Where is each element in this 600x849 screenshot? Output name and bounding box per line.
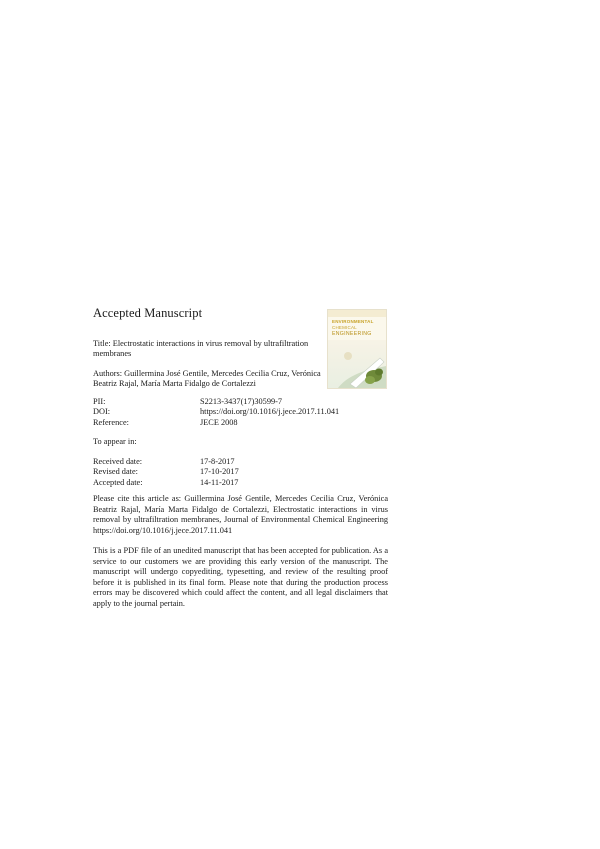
received-date-label: Received date: xyxy=(93,457,143,466)
pii-value: S2213-3437(17)30599-7 xyxy=(200,397,283,406)
reference-value: JECE 2008 xyxy=(200,417,238,427)
accepted-date-label: Accepted date: xyxy=(93,477,143,487)
pii-label: PII: xyxy=(93,397,106,406)
cover-title-line-1: ENVIRONMENTAL xyxy=(332,319,374,324)
received-date-value: 17-8-2017 xyxy=(200,457,235,466)
cover-title-line-2: CHEMICAL xyxy=(332,325,357,330)
reference-label: Reference: xyxy=(93,417,129,427)
cover-top-band xyxy=(328,310,386,317)
revised-date-label: Revised date: xyxy=(93,467,138,477)
revised-date-value: 17-10-2017 xyxy=(200,467,239,477)
cover-title-line-3: ENGINEERING xyxy=(332,331,372,337)
doi-label: DOI: xyxy=(93,407,111,417)
doi-link[interactable]: https://doi.org/10.1016/j.jece.2017.11.041 xyxy=(200,407,340,417)
cover-artwork xyxy=(328,340,386,388)
to-appear-label: To appear in: xyxy=(93,437,137,446)
page-heading: Accepted Manuscript xyxy=(93,306,203,320)
journal-cover-image xyxy=(327,309,387,389)
citation-paragraph: Please cite this article as: Guillermina José Gentile, Mercedes Cecilia Cruz, Verónica Beatriz Rajal, María Marta Fidalgo de Cortalezzi, Electrostatic interactions in virus removal by ultrafiltration membranes, Journal of Environmental Chemical Engineering https://doi.org/10.1016/j.jece.2017.11.041 xyxy=(93,494,388,535)
article-authors: Authors: Guillermina José Gentile, Mercedes Cecilia Cruz, Verónica Beatriz Rajal, María Marta Fidalgo de Cortalezzi xyxy=(93,369,321,389)
disclaimer-paragraph: This is a PDF file of an unedited manuscript that has been accepted for publication. As a service to our customers we are providing this early version of the manuscript. The manuscript will undergo copyediting, typesetting, and review of the resulting proof before it is published in its final form. Please note that during the production process errors may be discovered which could affect the content, and all legal disclaimers that apply to the journal pertain. xyxy=(93,546,388,608)
article-title: Title: Electrostatic interactions in virus removal by ultrafiltration membranes xyxy=(93,339,309,359)
accepted-date-value: 14-11-2017 xyxy=(200,477,239,487)
